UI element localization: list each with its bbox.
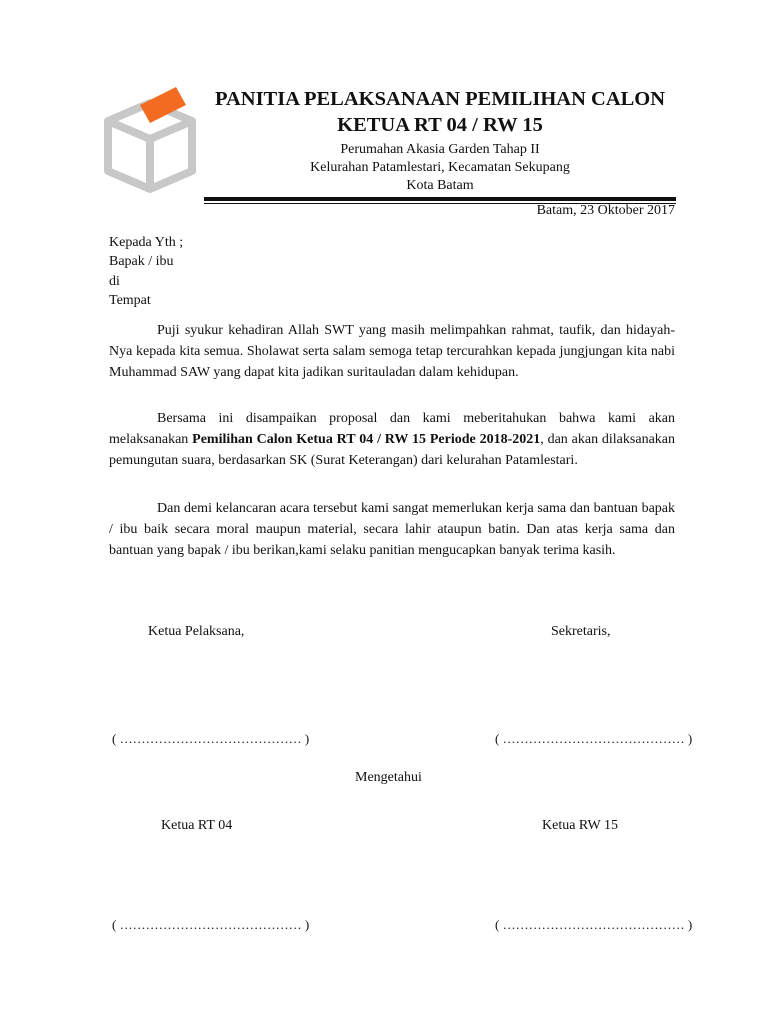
para2-text-end: , dan akan dilaksanakan pemungutan suara, berdasarkan SK (Surat Keterangan) dari kelurahan Patamlestari.: [109, 432, 675, 468]
signature-blank-rw: ( …………………………………… ): [495, 917, 693, 932]
header-address-line2: Kelurahan Patamlestari, Kecamatan Sekupang: [310, 160, 570, 175]
body-paragraph-3: Dan demi kelancaran acara tersebut kami sangat memerlukan kerja sama dan bantuan bapak / ibu baik secara moral maupun material, secara lahir ataupun batin. Dan atas kerja sama dan bantuan yang bapak / ibu berikan,kami selaku panitian mengucapkan banyak terima kasih.: [109, 501, 675, 558]
header-address-line1: Perumahan Akasia Garden Tahap II: [340, 142, 540, 157]
header-divider-thick: [204, 197, 676, 201]
acknowledge-label: Mengetahui: [355, 770, 422, 785]
signature-blank-chairman: ( …………………………………… ): [112, 731, 310, 746]
header-address-line3: Kota Batam: [406, 178, 474, 193]
signature-title-chairman: Ketua Pelaksana,: [148, 624, 245, 639]
signature-title-rt: Ketua RT 04: [161, 818, 233, 833]
ballot-box-icon: [100, 83, 200, 193]
recipient-line3: di: [109, 274, 120, 289]
signature-title-secretary: Sekretaris,: [551, 624, 611, 639]
recipient-line2: Bapak / ibu: [109, 254, 174, 269]
para2-bold-event: Pemilihan Calon Ketua RT 04 / RW 15 Periode 2018-2021: [192, 432, 541, 447]
signature-blank-rt: ( …………………………………… ): [112, 917, 310, 932]
signature-title-rw: Ketua RW 15: [542, 818, 618, 833]
letter-date: Batam, 23 Oktober 2017: [536, 203, 675, 218]
body-paragraph-1: Puji syukur kehadiran Allah SWT yang masih melimpahkan rahmat, taufik, dan hidayah-Nya kepada kita semua. Sholawat serta salam semoga tetap tercurahkan kepada jungjungan kita nabi Muhammad SAW yang dapat kita jadikan suritauladan dalam kehidupan.: [109, 323, 675, 380]
recipient-line4: Tempat: [109, 293, 151, 308]
header-title-line1: PANITIA PELAKSANAAN PEMILIHAN CALON: [214, 88, 666, 110]
recipient-line1: Kepada Yth ;: [109, 235, 184, 250]
signature-blank-secretary: ( …………………………………… ): [495, 731, 693, 746]
header-title-line2: KETUA RT 04 / RW 15: [337, 114, 543, 136]
body-paragraph-2: [109, 408, 675, 471]
para2-text-start: Bersama ini disampaikan proposal dan kami meberitahukan bahwa kami akan melaksanakan: [109, 411, 675, 447]
